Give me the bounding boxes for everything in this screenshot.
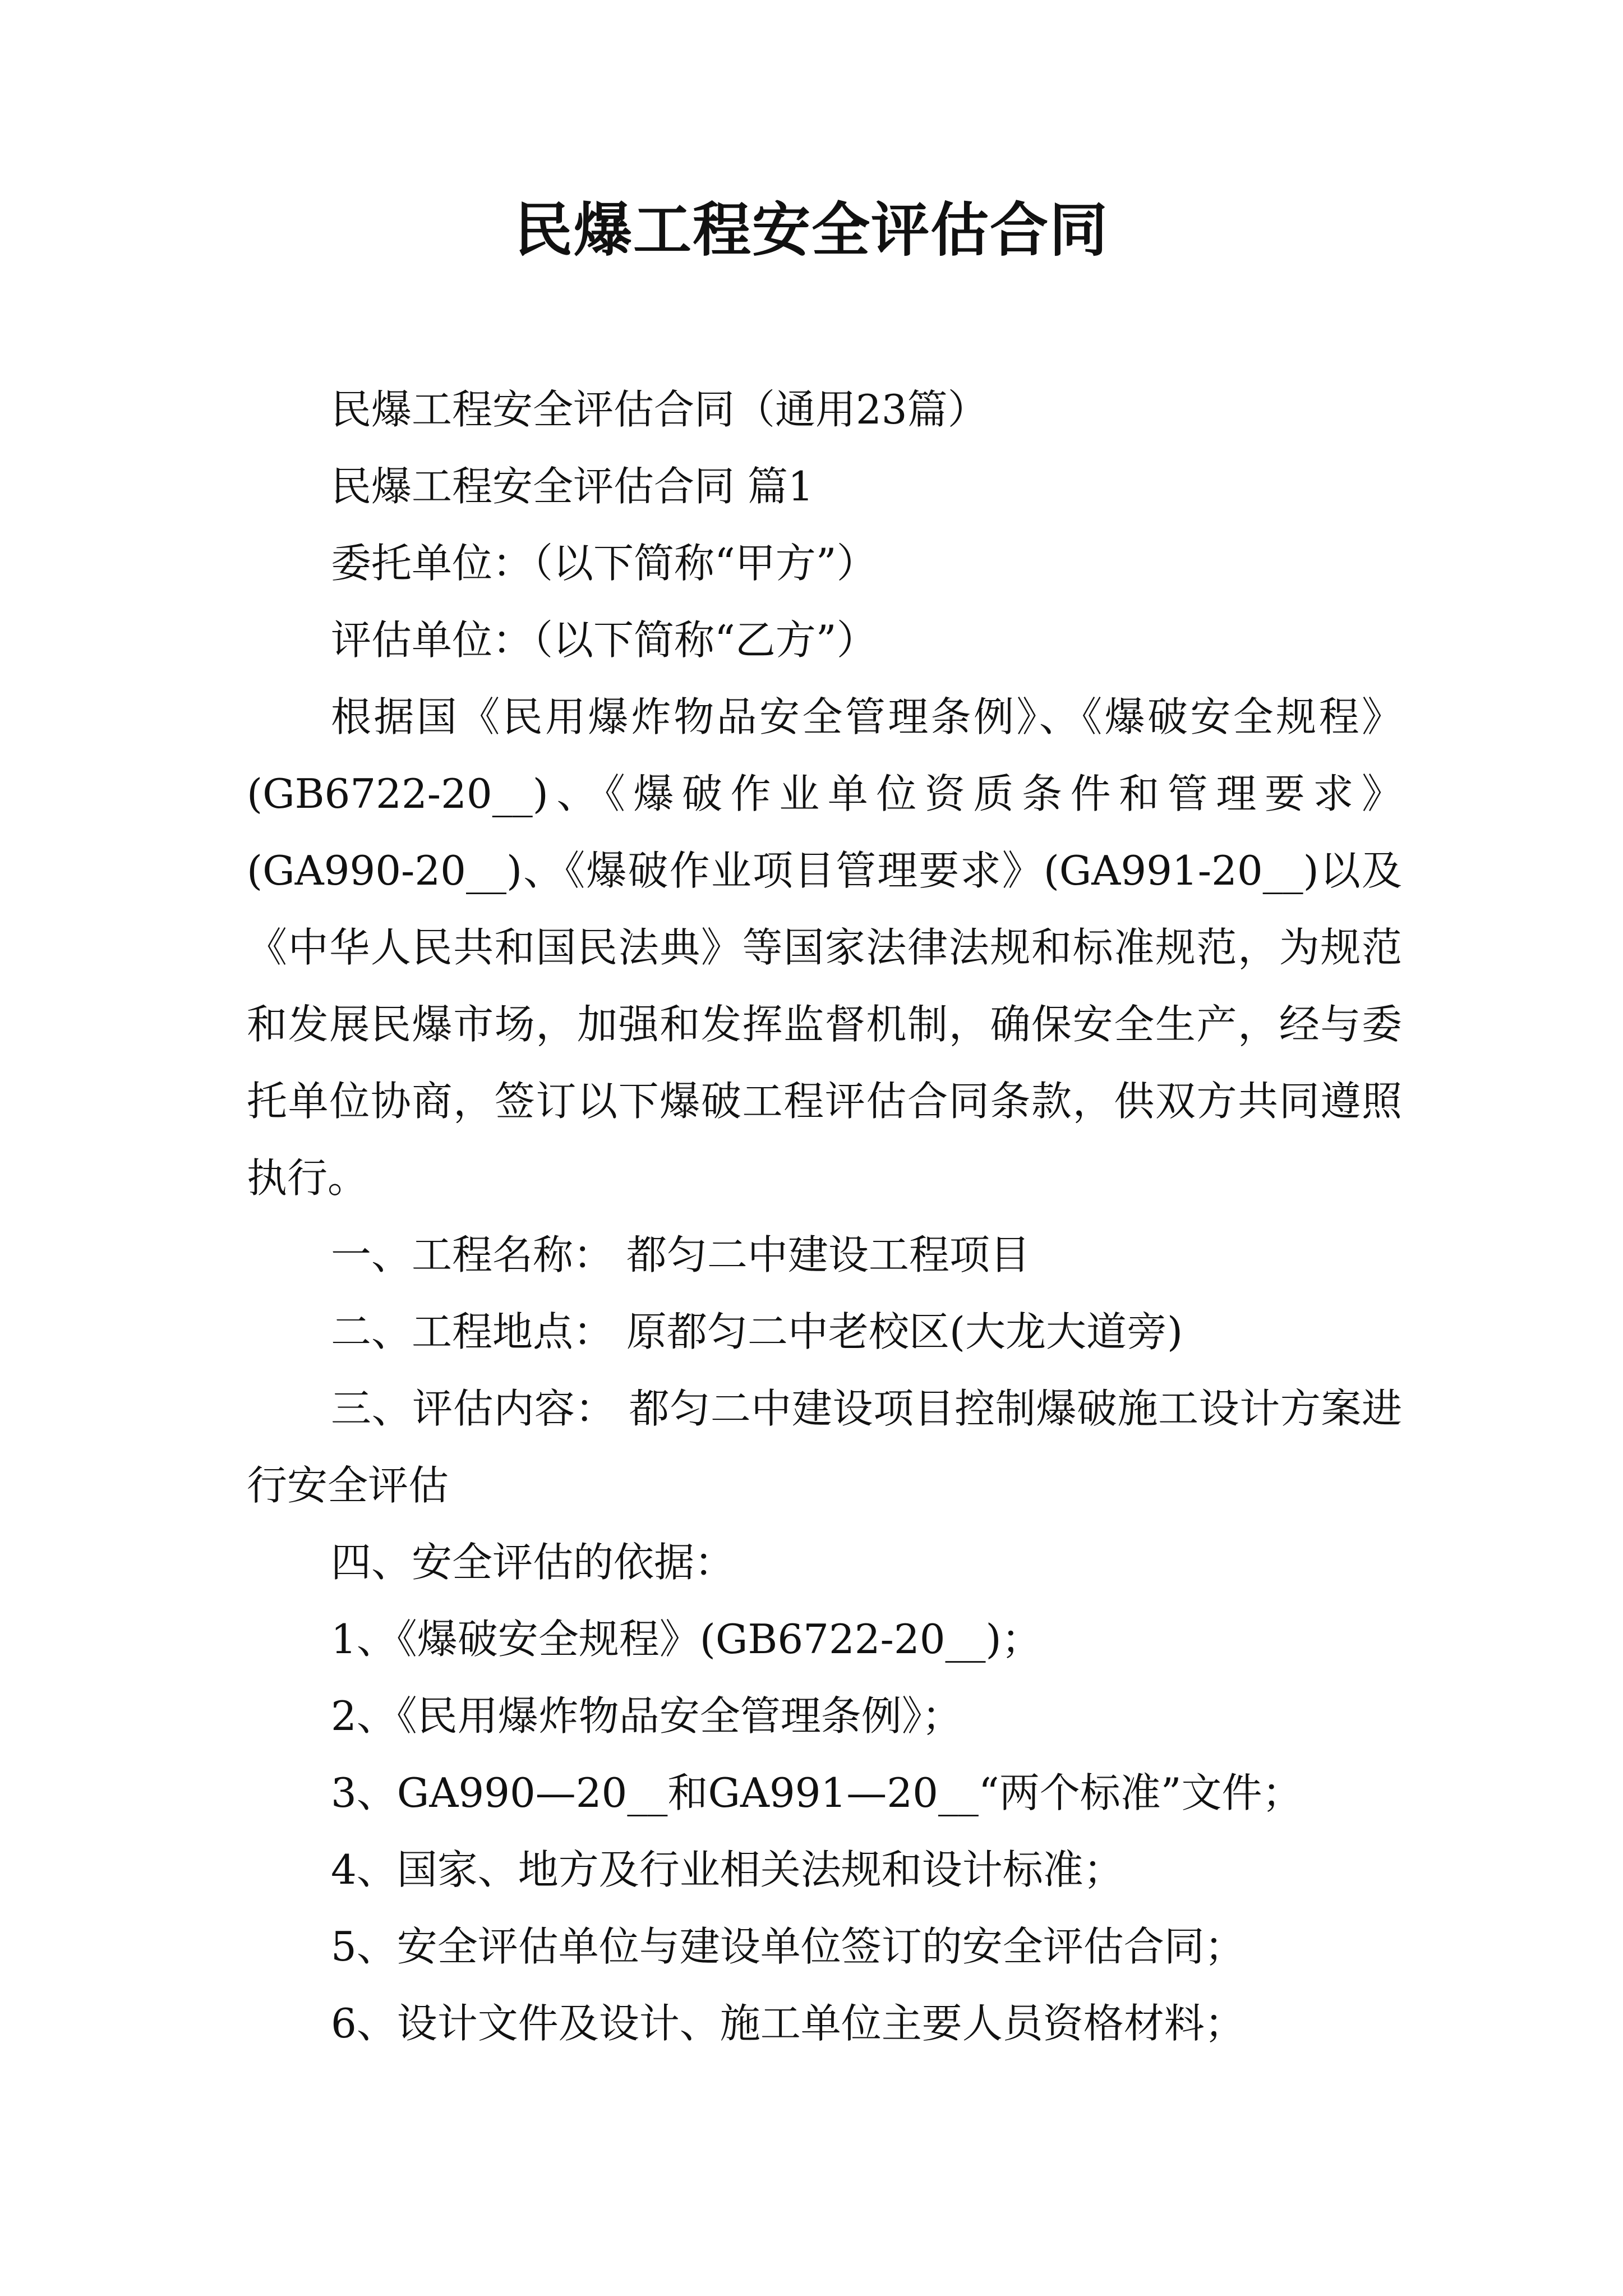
basis-item-4: 4、国家、地方及行业相关法规和设计标准； xyxy=(331,1846,1124,1893)
basis-item-1: 1、《爆破安全规程》(GB6722-20__)； xyxy=(331,1616,1042,1663)
basis-item-5: 5、安全评估单位与建设单位签订的安全评估合同； xyxy=(331,1923,1245,1970)
client-party-paragraph: 委托单位：（以下简称“甲方”） xyxy=(331,540,877,587)
basis-item-6: 6、设计文件及设计、施工单位主要人员资格材料； xyxy=(331,2000,1245,2047)
basis-item-2: 2、《民用爆炸物品安全管理条例》； xyxy=(331,1692,962,1740)
document-body xyxy=(247,371,1402,2062)
basis-item-3: 3、GA990—20__和GA991—20__“两个标准”文件； xyxy=(331,1769,1303,1816)
project-location-paragraph: 二、工程地点： 原都匀二中老校区(大龙大道旁) xyxy=(331,1308,1183,1355)
subtitle-paragraph: 民爆工程安全评估合同（通用23篇） xyxy=(331,386,988,433)
project-name-paragraph: 一、工程名称： 都匀二中建设工程项目 xyxy=(331,1231,1030,1278)
document-title: 民爆工程安全评估合同 xyxy=(514,195,1109,264)
assessment-content-paragraph: 三、评估内容： 都匀二中建设项目控制爆破施工设计方案进行安全评估 xyxy=(247,1385,1402,1509)
legal-basis-paragraph: 根据国《民用爆炸物品安全管理条例》、《爆破安全规程》(GB6722-20__)、《爆破作业单位资质条件和管理要求》(GA990-20__)、《爆破作业项目管理要求》(GA991-20__)以及《中华人民共和国民法典》等国家法律法规和标准规范，为规范和发展民爆市场，加强和发挥监督机制，确保安全生产，经与委托单位协商，签订以下爆破工程评估合同条款，供双方共同遵照执行。 xyxy=(247,693,1402,1202)
section-heading-paragraph: 民爆工程安全评估合同 篇1 xyxy=(331,463,814,510)
assessment-basis-heading: 四、安全评估的依据： xyxy=(331,1539,735,1586)
assessor-party-paragraph: 评估单位：（以下简称“乙方”） xyxy=(331,616,877,664)
